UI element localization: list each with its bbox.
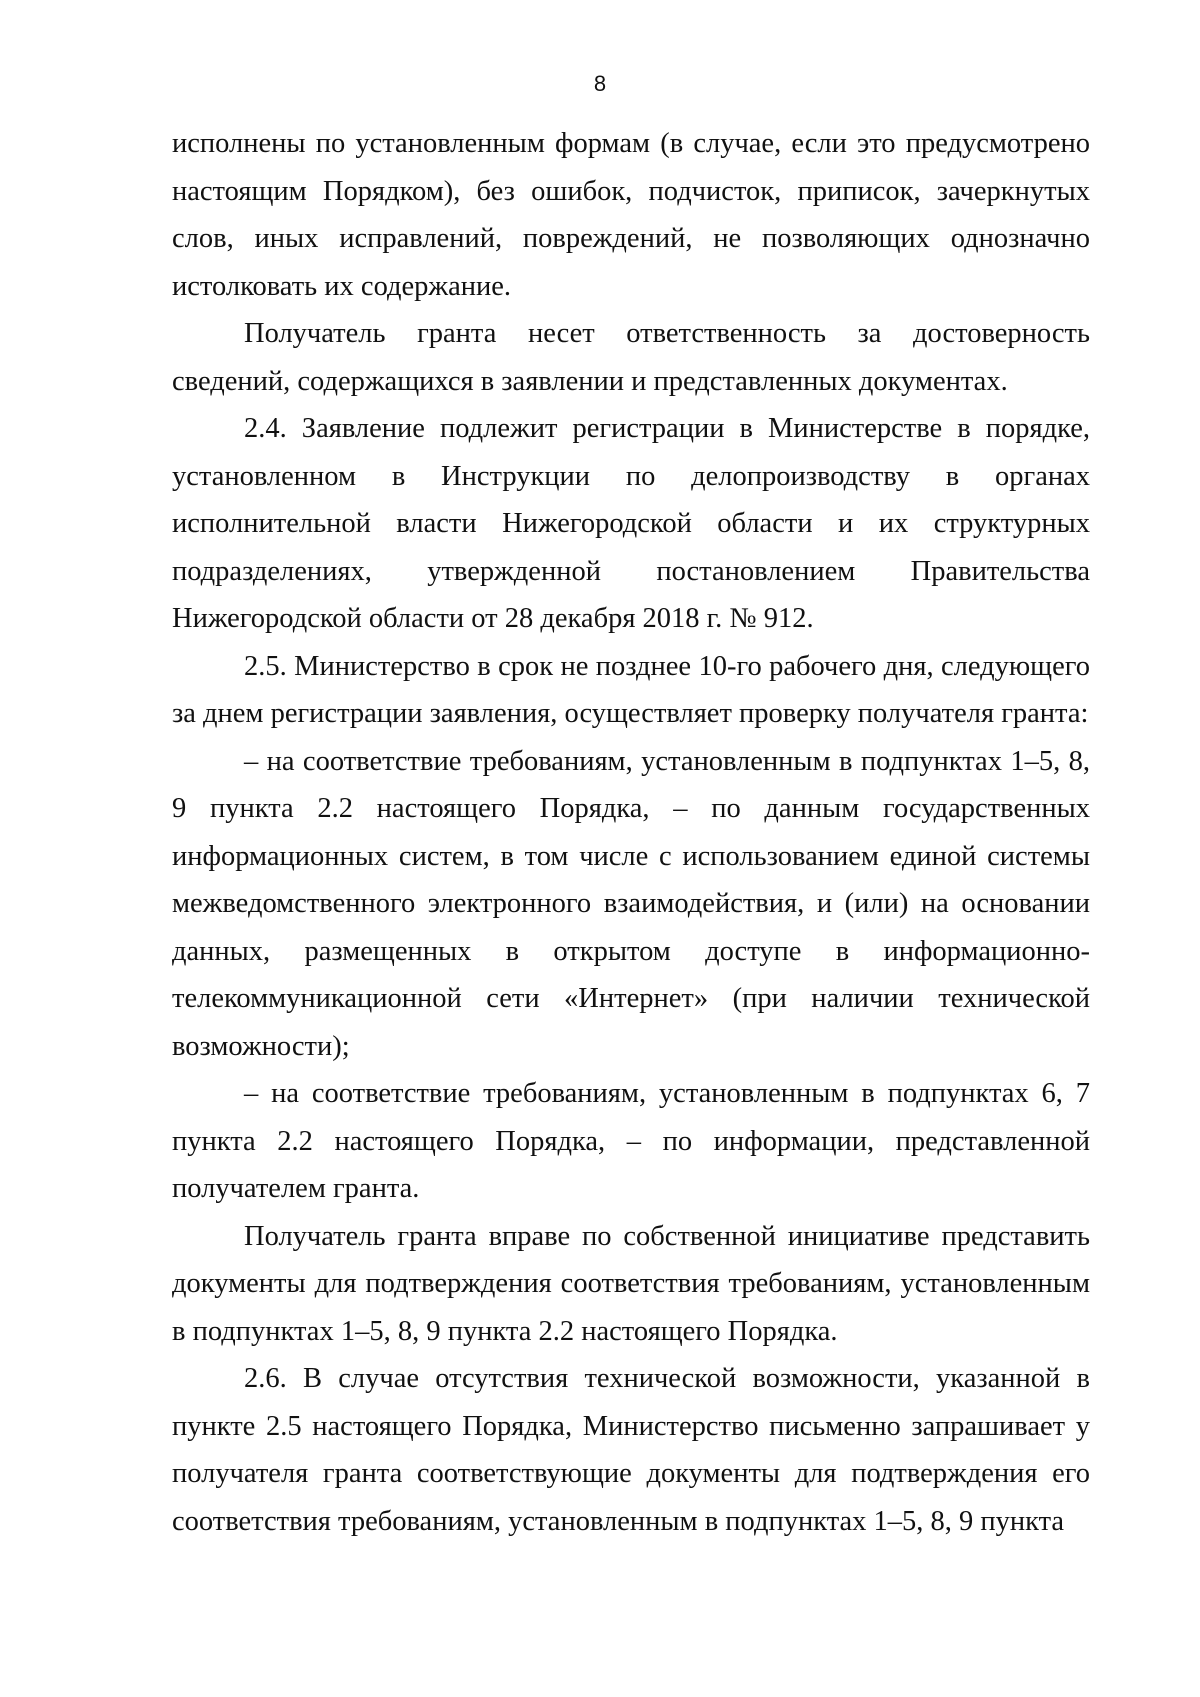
document-body <box>172 120 1090 1545</box>
paragraph-2-4: 2.4. Заявление подлежит регистрации в Министерстве в порядке, установленном в Инструкции по делопроизводству в органах исполнительной власти Нижегородской области и их структурных подразделениях, утвержденной постановлением Правительства Нижегородской области от 28 декабря 2018 г. № 912. <box>172 413 1090 634</box>
paragraph-2-6: 2.6. В случае отсутствия технической возможности, указанной в пункте 2.5 настоящего Порядка, Министерство письменно запрашивает у получателя гранта соответствующие документы для подтверждения его соответствия требованиям, установленным в подпунктах 1–5, 8, 9 пункта <box>172 1363 1090 1537</box>
page-number: 8 <box>593 71 607 96</box>
paragraph-own-initiative: Получатель гранта вправе по собственной инициативе представить документы для подтверждения соответствия требованиям, установленным в подпунктах 1–5, 8, 9 пункта 2.2 настоящего Порядка. <box>172 1220 1090 1347</box>
paragraph-continuation: исполнены по установленным формам (в случае, если это предусмотрено настоящим Порядком), без ошибок, подчисток, приписок, зачеркнутых слов, иных исправлений, повреждений, не позволяющих однозначно истолковать их содержание. <box>172 128 1090 302</box>
list-item-requirements-1: – на соответствие требованиям, установленным в подпунктах 1–5, 8, 9 пункта 2.2 настоящего Порядка, – по данным государственных информационных систем, в том числе с использованием единой системы межведомственного электронного взаимодействия, и (или) на основании данных, размещенных в открытом доступе в информационно-телекоммуникационной сети «Интернет» (при наличии технической возможности); <box>172 745 1090 1062</box>
paragraph-2-5: 2.5. Министерство в срок не позднее 10-го рабочего дня, следующего за днем регистрации заявления, осуществляет проверку получателя гранта: <box>172 650 1090 729</box>
paragraph-responsibility: Получатель гранта несет ответственность за достоверность сведений, содержащихся в заявлении и представленных документах. <box>172 318 1090 397</box>
list-item-requirements-2: – на соответствие требованиям, установленным в подпунктах 6, 7 пункта 2.2 настоящего Порядка, – по информации, представленной получателем гранта. <box>172 1078 1090 1204</box>
